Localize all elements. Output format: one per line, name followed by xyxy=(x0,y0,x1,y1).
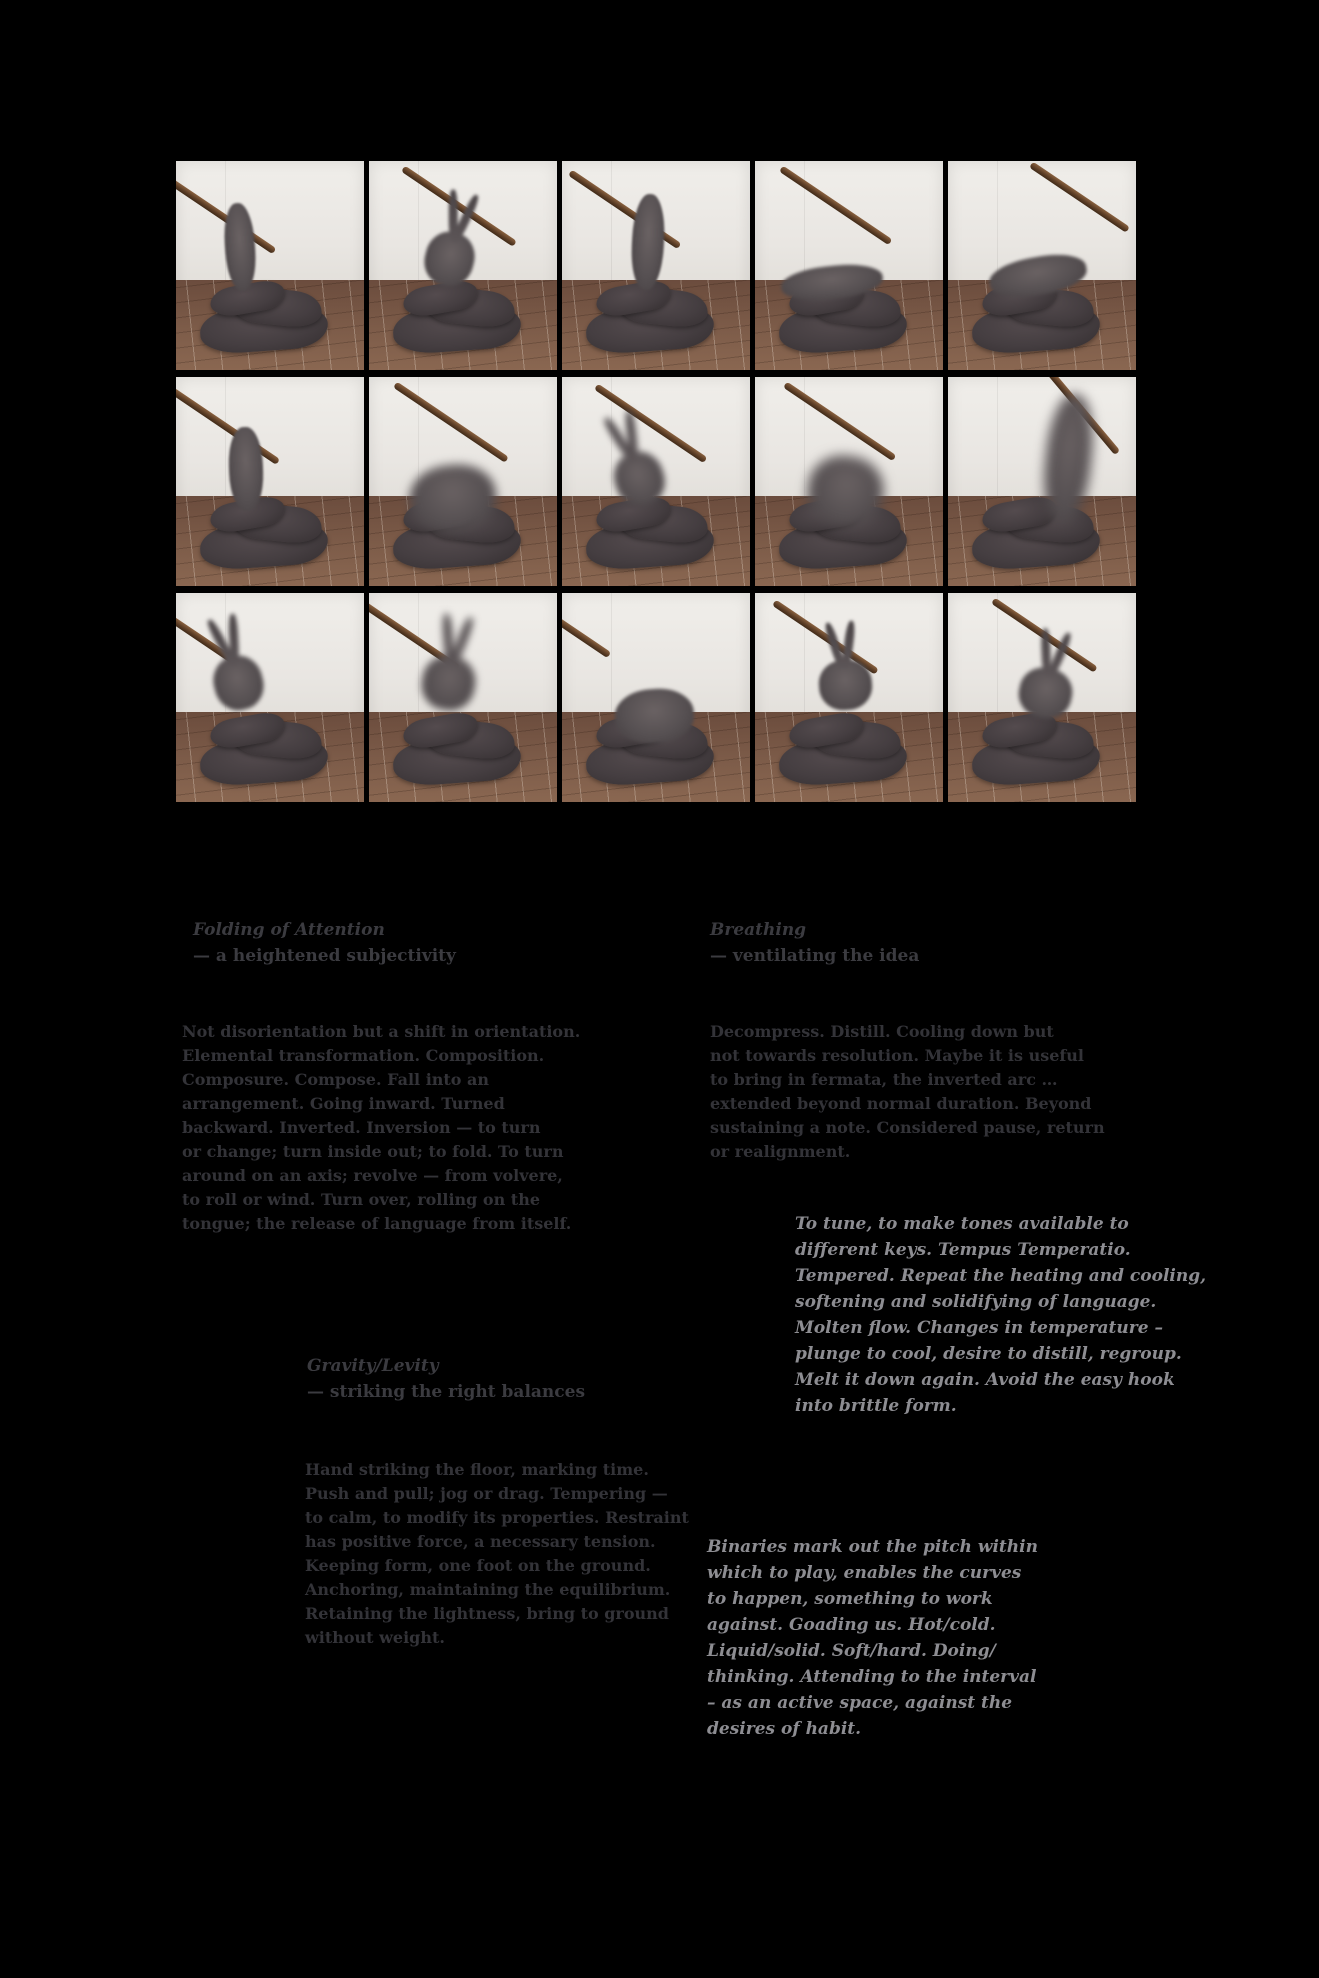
text-line: different keys. Tempus Temperatio. xyxy=(795,1240,1131,1260)
handrail-shape xyxy=(176,388,280,465)
text-line: or realignment. xyxy=(710,1142,851,1161)
text-line: tongue; the release of language from itself. xyxy=(182,1214,572,1233)
text-line: which to play, enables the curves xyxy=(707,1563,1022,1583)
section-heading-gravity xyxy=(307,1353,585,1405)
section-heading-breathing xyxy=(710,917,919,969)
text-line: Molten flow. Changes in temperature – xyxy=(795,1318,1163,1338)
paragraph-folding xyxy=(182,1020,580,1236)
photo xyxy=(369,377,557,586)
photo xyxy=(176,161,364,370)
section-title: Folding of Attention xyxy=(193,920,385,940)
text-line: or change; turn inside out; to fold. To turn xyxy=(182,1142,564,1161)
text-line: Binaries mark out the pitch within xyxy=(707,1537,1038,1557)
photo xyxy=(948,593,1136,802)
section-title: Breathing xyxy=(710,920,807,940)
text-line: To tune, to make tones available to xyxy=(795,1214,1129,1234)
text-line: Tempered. Repeat the heating and cooling, xyxy=(795,1266,1207,1286)
performer-figure xyxy=(417,652,478,715)
text-line: Anchoring, maintaining the equilibrium. xyxy=(305,1580,671,1599)
figure-leg-shape xyxy=(842,620,857,668)
text-line: – as an active space, against the xyxy=(707,1693,1013,1713)
handrail-shape xyxy=(779,166,892,245)
text-line: plunge to cool, desire to distill, regroup. xyxy=(795,1344,1182,1364)
photo xyxy=(562,593,750,802)
handrail-shape xyxy=(393,382,509,463)
photo xyxy=(369,593,557,802)
text-line: Elemental transformation. Composition. xyxy=(182,1046,545,1065)
note-binaries xyxy=(707,1534,1038,1742)
text-line: Decompress. Distill. Cooling down but xyxy=(710,1022,1054,1041)
photo xyxy=(755,593,943,802)
text-line: Composure. Compose. Fall into an xyxy=(182,1070,490,1089)
text-line: to calm, to modify its properties. Restraint xyxy=(305,1508,689,1527)
note-tuning xyxy=(795,1211,1206,1419)
paragraph-gravity xyxy=(305,1458,689,1650)
photo xyxy=(176,377,364,586)
handrail-shape xyxy=(783,382,896,461)
text-line: to roll or wind. Turn over, rolling on the xyxy=(182,1190,541,1209)
text-line: softening and solidifying of language. xyxy=(795,1292,1157,1312)
text-line: not towards resolution. Maybe it is useful xyxy=(710,1046,1084,1065)
text-line: thinking. Attending to the interval xyxy=(707,1667,1037,1687)
handrail-shape xyxy=(562,598,611,658)
text-line: to happen, something to work xyxy=(707,1589,993,1609)
paragraph-breathing xyxy=(710,1020,1105,1164)
text-line: has positive force, a necessary tension. xyxy=(305,1532,656,1551)
text-line: Keeping form, one foot on the ground. xyxy=(305,1556,651,1575)
performer-figure xyxy=(222,202,258,292)
photo xyxy=(369,161,557,370)
text-line: backward. Inverted. Inversion — to turn xyxy=(182,1118,541,1137)
photo xyxy=(562,377,750,586)
section-subtitle: — ventilating the idea xyxy=(710,946,920,966)
photo xyxy=(755,377,943,586)
handrail-shape xyxy=(1029,162,1130,233)
text-line: extended beyond normal duration. Beyond xyxy=(710,1094,1092,1113)
text-line: Retaining the lightness, bring to ground xyxy=(305,1604,669,1623)
section-title: Gravity/Levity xyxy=(307,1356,439,1376)
text-line: arrangement. Going inward. Turned xyxy=(182,1094,505,1113)
photo xyxy=(755,161,943,370)
photo xyxy=(948,161,1136,370)
text-line: against. Goading us. Hot/cold. xyxy=(707,1615,996,1635)
performer-figure xyxy=(629,194,666,292)
text-line: into brittle form. xyxy=(795,1396,957,1416)
text-line: to bring in fermata, the inverted arc … xyxy=(710,1070,1058,1089)
performer-figure xyxy=(208,651,269,716)
text-line: desires of habit. xyxy=(707,1719,862,1739)
section-subtitle: — a heightened subjectivity xyxy=(193,946,456,966)
text-line: Push and pull; jog or drag. Tempering — xyxy=(305,1484,668,1503)
photo-grid xyxy=(176,161,1136,802)
text-line: Liquid/solid. Soft/hard. Doing/ xyxy=(707,1641,996,1661)
performer-figure xyxy=(817,658,873,712)
photo xyxy=(562,161,750,370)
photo xyxy=(948,377,1136,586)
text-line: Melt it down again. Avoid the easy hook xyxy=(795,1370,1175,1390)
section-subtitle: — striking the right balances xyxy=(307,1382,586,1402)
text-line: around on an axis; revolve — from volvere, xyxy=(182,1166,563,1185)
text-line: Not disorientation but a shift in orientation. xyxy=(182,1022,581,1041)
section-heading-folding xyxy=(193,917,456,969)
photo xyxy=(176,593,364,802)
text-line: sustaining a note. Considered pause, return xyxy=(710,1118,1105,1137)
text-line: Hand striking the floor, marking time. xyxy=(305,1460,649,1479)
text-line: without weight. xyxy=(305,1628,445,1647)
